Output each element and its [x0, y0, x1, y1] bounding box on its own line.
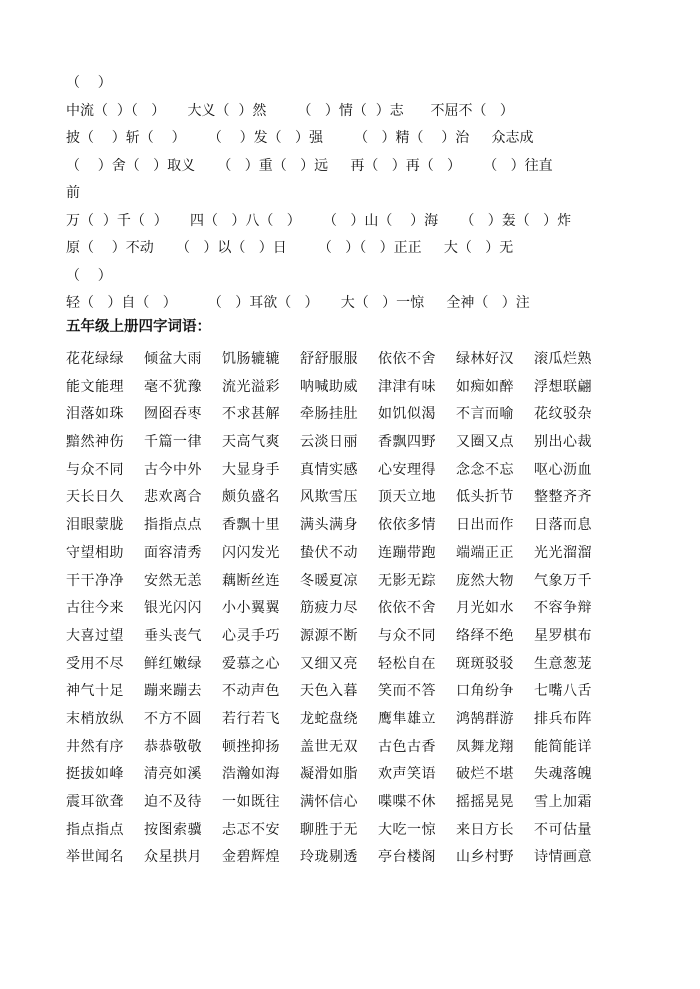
word-item: 雪上加霜 [534, 794, 592, 810]
word-item: 不容争辩 [534, 600, 592, 617]
word-item: 能简能详 [534, 738, 592, 755]
word-item: 泪落如珠 [66, 406, 124, 423]
word-item: 不可估量 [534, 821, 592, 838]
word-item: 颇负盛名 [222, 489, 280, 506]
word-item: 一如既往 [222, 794, 280, 810]
word-item: 囫囵吞枣 [144, 406, 202, 423]
word-item: 饥肠辘辘 [222, 351, 280, 367]
word-item: 银光闪闪 [144, 600, 202, 617]
word-item: 香飘十里 [222, 517, 280, 534]
word-item: 花纹驳杂 [534, 406, 592, 423]
word-item: 藕断丝连 [222, 572, 280, 589]
word-item: 如饥似渴 [378, 406, 436, 423]
word-item: 呐喊助威 [300, 378, 358, 395]
word-item: 呕心沥血 [534, 461, 592, 478]
fill-in-line: 前 [66, 185, 80, 201]
word-item: 舒舒服服 [300, 351, 358, 367]
word-item: 鸿鹄群游 [456, 710, 514, 727]
word-item: 古往今来 [66, 600, 124, 617]
section-title: 五年级上册四字词语： [66, 319, 211, 335]
word-item: 流光溢彩 [222, 378, 280, 395]
word-item: 聊胜于无 [300, 821, 358, 838]
word-item: 花花绿绿 [66, 351, 124, 367]
word-item: 心安理得 [378, 461, 436, 478]
word-item: 气象万千 [534, 572, 592, 589]
fill-in-line: （ ）舍（ ）取义 （ ）重（ ）远 再（ ）再（ ） （ ）往直 [66, 157, 553, 174]
word-item: 不言而喻 [456, 406, 514, 423]
word-item: 干干净净 [66, 572, 124, 589]
word-item: 顿挫抑扬 [222, 738, 280, 755]
word-item: 凝滑如脂 [300, 766, 358, 783]
fill-in-line: 万（ ）千（ ） 四（ ）八（ ） （ ）山（ ）海 （ ）轰（ ）炸 [66, 212, 572, 229]
word-item: 不方不圆 [144, 710, 202, 727]
word-item: 受用不尽 [66, 655, 124, 672]
word-item: 爱慕之心 [222, 655, 280, 672]
word-item: 又圈又点 [456, 434, 514, 451]
word-item: 又细又亮 [300, 655, 358, 672]
word-item: 无影无踪 [378, 572, 436, 589]
fill-in-exercise [66, 70, 626, 318]
word-item: 七嘴八舌 [534, 683, 592, 700]
word-item: 绿林好汉 [456, 351, 514, 367]
word-item: 光光溜溜 [534, 544, 592, 561]
word-item: 大吃一惊 [378, 821, 436, 838]
word-item: 依依多情 [378, 517, 436, 534]
word-item: 倾盆大雨 [144, 351, 202, 367]
word-item: 连蹦带跑 [378, 544, 436, 561]
word-item: 满怀信心 [300, 794, 358, 810]
word-item: 如痴如醉 [456, 378, 514, 395]
word-item: 蹦来蹦去 [144, 683, 202, 700]
word-list-grid [66, 346, 612, 872]
word-item: 香飘四野 [378, 434, 436, 451]
word-item: 按图索骥 [144, 821, 202, 838]
word-item: 闪闪发光 [222, 544, 280, 561]
word-item: 浮想联翩 [534, 378, 592, 395]
word-item: 鹰隼雄立 [378, 710, 436, 727]
word-item: 众星拱月 [144, 849, 202, 866]
word-item: 金碧辉煌 [222, 849, 280, 866]
word-item: 冬暖夏凉 [300, 572, 358, 589]
word-item: 举世闻名 [66, 849, 124, 866]
word-item: 古今中外 [144, 461, 202, 478]
word-item: 别出心裁 [534, 434, 592, 451]
fill-in-line: 披（ ）斩（ ） （ ）发（ ）强 （ ）精（ ）治 众志成 [66, 130, 534, 146]
word-item: 喋喋不休 [378, 794, 436, 810]
word-item: 斑斑驳驳 [456, 655, 514, 672]
word-item: 星罗棋布 [534, 627, 592, 644]
word-item: 亭台楼阁 [378, 849, 436, 866]
word-item: 泪眼蒙胧 [66, 517, 124, 534]
word-item: 整整齐齐 [534, 489, 592, 506]
word-item: 失魂落魄 [534, 766, 592, 783]
word-item: 口角纷争 [456, 683, 514, 700]
word-item: 欢声笑语 [378, 766, 436, 783]
fill-in-line: （ ） [66, 75, 112, 91]
word-item: 恭恭敬敬 [144, 738, 202, 755]
word-item: 守望相助 [66, 544, 124, 561]
word-item: 挺拔如峰 [66, 766, 124, 783]
word-item: 滚瓜烂熟 [534, 351, 592, 367]
word-item: 井然有序 [66, 738, 124, 755]
word-item: 指指点点 [144, 517, 202, 534]
word-item: 天高气爽 [222, 434, 280, 451]
word-item: 依依不舍 [378, 600, 436, 617]
word-item: 忐忑不安 [222, 821, 280, 838]
fill-in-line: 原（ ）不动 （ ）以（ ）日 （ ）（ ）正正 大（ ）无 [66, 240, 514, 256]
word-item: 黯然神伤 [66, 434, 124, 451]
word-item: 龙蛇盘绕 [300, 710, 358, 727]
word-item: 浩瀚如海 [222, 766, 280, 783]
fill-in-line: （ ） [66, 267, 112, 284]
word-item: 能文能理 [66, 378, 124, 395]
word-item: 神气十足 [66, 683, 124, 700]
word-item: 真情实感 [300, 461, 358, 478]
word-item: 顶天立地 [378, 489, 436, 506]
word-item: 庞然大物 [456, 572, 514, 589]
word-item: 来日方长 [456, 821, 514, 838]
word-item: 悲欢离合 [144, 489, 202, 506]
word-item: 牵肠挂肚 [300, 406, 358, 423]
word-item: 安然无恙 [144, 572, 202, 589]
word-item: 不动声色 [222, 683, 280, 700]
word-item: 古色古香 [378, 738, 436, 755]
word-item: 诗情画意 [534, 849, 592, 866]
word-item: 末梢放纵 [66, 710, 124, 727]
word-item: 念念不忘 [456, 461, 514, 478]
word-item: 毫不犹豫 [144, 378, 202, 395]
word-item: 月光如水 [456, 600, 514, 617]
word-item: 天色入暮 [300, 683, 358, 700]
word-item: 大显身手 [222, 461, 280, 478]
word-item: 震耳欲聋 [66, 794, 124, 810]
word-item: 不求甚解 [222, 406, 280, 423]
word-item: 日落而息 [534, 517, 592, 534]
word-item: 若行若飞 [222, 710, 280, 727]
word-item: 源源不断 [300, 627, 358, 644]
word-item: 蛰伏不动 [300, 544, 358, 561]
word-item: 端端正正 [456, 544, 514, 561]
word-item: 心灵手巧 [222, 627, 280, 644]
word-item: 面容清秀 [144, 544, 202, 561]
word-item: 排兵布阵 [534, 710, 592, 727]
word-item: 小小翼翼 [222, 600, 280, 617]
fill-in-line: 轻（ ）自（ ） （ ）耳欲（ ） 大（ ）一惊 全神（ ）注 [66, 295, 530, 311]
word-item: 破烂不堪 [456, 766, 514, 783]
word-item: 依依不舍 [378, 351, 436, 367]
word-item: 筋疲力尽 [300, 600, 358, 617]
word-item: 风欺雪压 [300, 489, 358, 506]
word-item: 迫不及待 [144, 794, 202, 810]
word-item: 清亮如溪 [144, 766, 202, 783]
word-item: 与众不同 [66, 461, 124, 478]
word-item: 津津有味 [378, 378, 436, 395]
word-item: 笑而不答 [378, 683, 436, 700]
word-item: 轻松自在 [378, 655, 436, 672]
fill-in-line: 中流（ ）（ ） 大义（ ）然 （ ）情（ ）志 不屈不（ ） [66, 102, 514, 119]
word-item: 络绎不绝 [456, 627, 514, 644]
word-item: 大喜过望 [66, 627, 124, 644]
word-item: 天长日久 [66, 489, 124, 506]
word-item: 摇摇晃晃 [456, 794, 514, 810]
word-item: 云淡日丽 [300, 434, 358, 451]
word-item: 日出而作 [456, 517, 514, 534]
word-item: 千篇一律 [144, 434, 202, 451]
word-item: 玲珑剔透 [300, 849, 358, 866]
word-item: 山乡村野 [456, 849, 514, 866]
word-item: 生意葱茏 [534, 655, 592, 672]
word-item: 低头折节 [456, 489, 514, 506]
word-item: 盖世无双 [300, 738, 358, 755]
word-item: 满头满身 [300, 517, 358, 534]
word-item: 指点指点 [66, 821, 124, 838]
word-item: 与众不同 [378, 627, 436, 644]
word-item: 鲜红嫩绿 [144, 655, 202, 672]
word-item: 凤舞龙翔 [456, 738, 514, 755]
word-item: 垂头丧气 [144, 627, 202, 644]
